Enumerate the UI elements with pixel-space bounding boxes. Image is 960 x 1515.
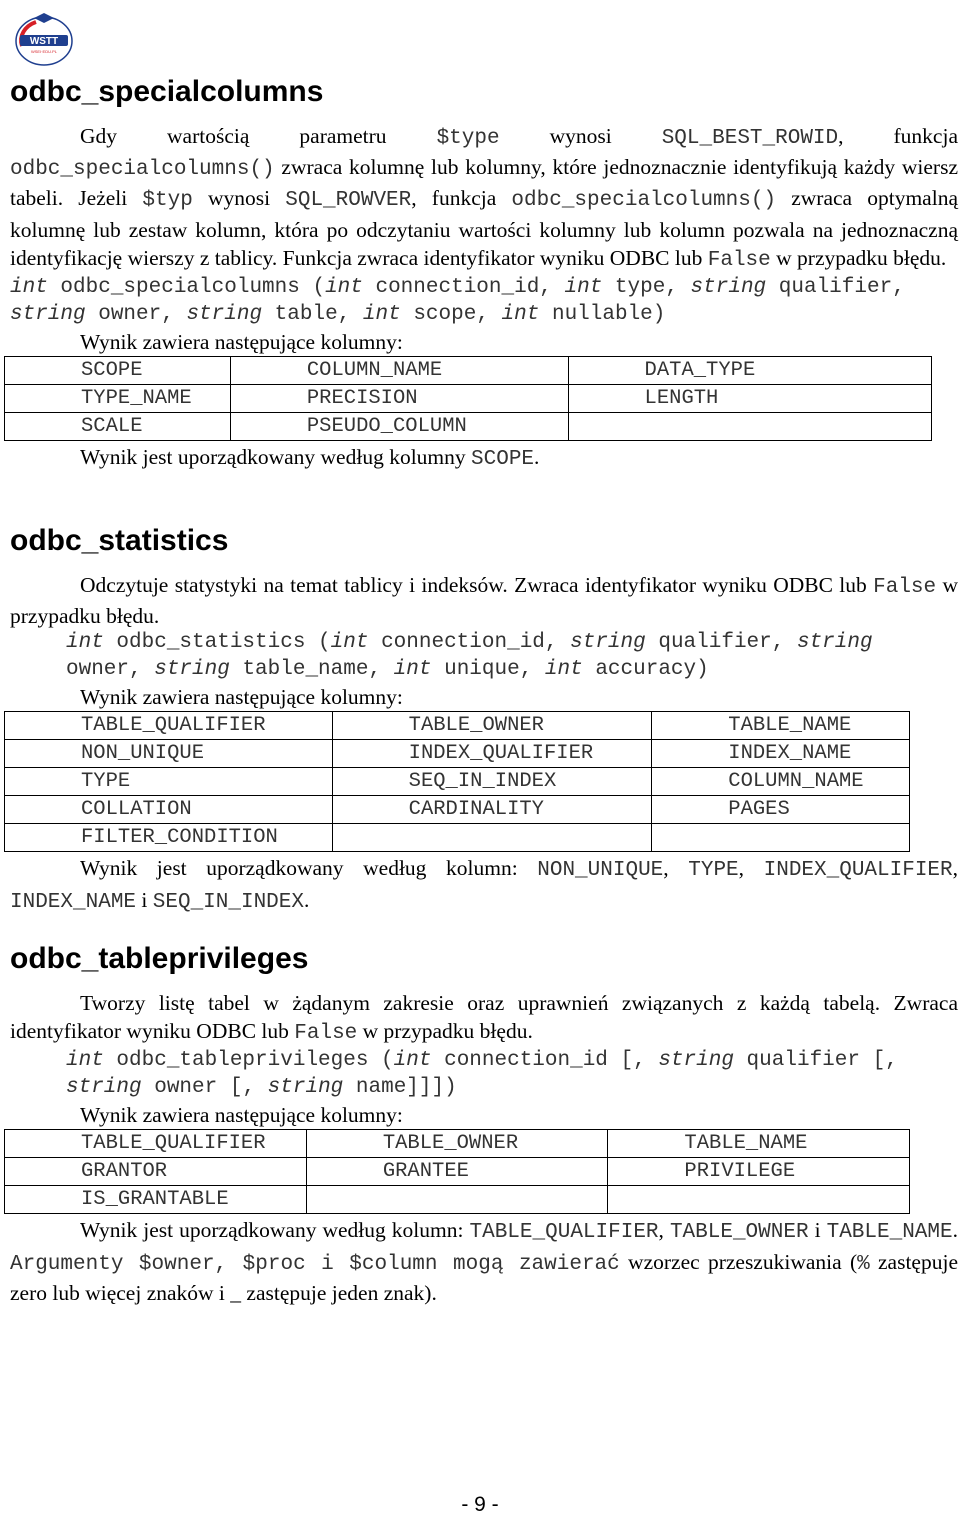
table-cell: INDEX_QUALIFIER: [332, 740, 652, 768]
logo-caption: WSEI·EDU.PL: [30, 49, 58, 54]
table-row: [5, 1130, 910, 1158]
text-run: ,: [658, 1218, 670, 1243]
table-cell: [608, 1186, 910, 1214]
text-run: wynosi: [192, 186, 286, 211]
code-run: table_name,: [229, 657, 394, 681]
text-run: Gdy wartością parametru: [80, 124, 437, 148]
code-run: Argumenty $owner, $proc i $column mogą zawierać: [10, 1252, 620, 1276]
table-cell: GRANTOR: [5, 1158, 307, 1186]
code-run: INDEX_NAME: [10, 890, 137, 914]
columns-lead: Wynik zawiera następujące kolumny:: [80, 1103, 403, 1128]
table-row: [5, 357, 932, 385]
code-run: name]]]): [343, 1075, 457, 1099]
columns-table: [4, 356, 932, 441]
table-cell: PRECISION: [230, 385, 568, 413]
table-cell: COLLATION: [5, 796, 333, 824]
table-cell: DATA_TYPE: [568, 357, 931, 385]
text-run: Odczytuje statystyki na temat tablicy i indeksów. Zwraca identyfikator wyniku ODBC lub: [80, 573, 874, 597]
text-run: .: [304, 887, 310, 912]
code-run: scope,: [400, 302, 502, 326]
code-run: odbc_specialcolumns (: [47, 276, 326, 300]
section-description: [10, 989, 958, 1048]
code-run: SQL_BEST_ROWID: [661, 127, 839, 150]
text-run: i: [136, 887, 153, 912]
table-cell: SCOPE: [5, 357, 231, 385]
type-keyword: int: [325, 276, 363, 300]
code-run: connection_id [,: [431, 1049, 659, 1073]
code-run: connection_id,: [368, 631, 571, 655]
section-description: [10, 571, 958, 630]
wstt-logo: [12, 8, 76, 68]
code-run: SCOPE: [471, 448, 535, 472]
text-run: ,: [663, 856, 689, 881]
text-run: w przypadku błędu.: [10, 573, 959, 629]
type-keyword: string: [658, 1049, 734, 1073]
type-keyword: int: [393, 1049, 432, 1073]
text-run: zastępuje zero lub więcej znaków i _ zastępuje jeden znak).: [10, 1249, 958, 1305]
table-cell: TYPE: [5, 768, 333, 796]
code-run: connection_id,: [362, 276, 565, 300]
table-cell: TYPE_NAME: [5, 385, 231, 413]
code-run: type,: [602, 276, 691, 300]
function-signature: [10, 275, 958, 328]
section-statistics: [10, 523, 958, 917]
type-keyword: int: [393, 657, 432, 681]
code-run: SEQ_IN_INDEX: [152, 890, 304, 914]
text-run: Wynik jest uporządkowany według kolumn:: [80, 856, 538, 881]
text-run: .: [952, 1218, 958, 1243]
table-cell: COLUMN_NAME: [652, 768, 910, 796]
text-run: ,: [738, 856, 764, 881]
code-run: odbc_specialcolumns(): [511, 189, 777, 213]
section-title: odbc_statistics: [10, 524, 229, 557]
section-title: odbc_tableprivileges: [10, 942, 309, 975]
table-cell: TABLE_NAME: [608, 1130, 910, 1158]
table-row: [5, 824, 910, 852]
code-run: TABLE_QUALIFIER: [469, 1221, 659, 1245]
text-run: , funkcja: [411, 186, 512, 211]
table-row: [5, 740, 910, 768]
text-run: Tworzy listę tabel w żądanym zakresie oraz uprawnień związanych z każdą tabelą. Zwraca identyfikator wyniku ODBC lub: [10, 991, 958, 1044]
code-run: qualifier,: [645, 631, 797, 655]
code-run: qualifier,: [766, 276, 905, 300]
table-row: [5, 1186, 910, 1214]
function-signature: [10, 1048, 958, 1101]
section-title: odbc_specialcolumns: [10, 75, 324, 108]
table-cell: PRIVILEGE: [608, 1158, 910, 1186]
code-run: unique,: [431, 657, 545, 681]
code-run: TYPE: [688, 859, 739, 883]
code-run: False: [873, 576, 937, 599]
type-keyword: string: [186, 302, 263, 326]
code-run: odbc_specialcolumns(): [10, 158, 275, 182]
columns-table: [4, 1129, 910, 1214]
table-cell: TABLE_QUALIFIER: [5, 1130, 307, 1158]
text-run: wynosi: [499, 124, 662, 148]
table-row: [5, 712, 910, 740]
code-run: odbc_statistics (: [103, 631, 331, 655]
table-cell: COLUMN_NAME: [230, 357, 568, 385]
columns-lead: Wynik zawiera następujące kolumny:: [80, 685, 403, 710]
text-run: zwraca optymalną kolumnę lub zestaw kolumn, która po odczytaniu wartości kolumny lub kolumn pozwala na jednoznaczną identyfikację wierszy z tablicy. Funkcja zwraca identyfikator wyniku ODBC lub: [10, 186, 958, 270]
type-keyword: int: [501, 302, 540, 326]
table-cell: INDEX_NAME: [652, 740, 910, 768]
code-run: SQL_ROWVER: [285, 189, 412, 213]
type-keyword: int: [362, 302, 401, 326]
table-row: [5, 413, 932, 441]
text-run: .: [534, 445, 540, 470]
code-run: owner [,: [141, 1075, 268, 1099]
type-keyword: int: [66, 1049, 104, 1073]
type-keyword: int: [10, 276, 48, 300]
table-cell: CARDINALITY: [332, 796, 652, 824]
text-run: , funkcja: [838, 124, 958, 148]
text-run: Wynik jest uporządkowany według kolumn:: [80, 1218, 470, 1243]
section-specialcolumns: [10, 74, 958, 474]
table-cell: PSEUDO_COLUMN: [230, 413, 568, 441]
code-run: $type: [436, 127, 500, 150]
code-run: table,: [262, 302, 363, 326]
code-run: NON_UNIQUE: [537, 859, 664, 883]
table-cell: SCALE: [5, 413, 231, 441]
table-cell: TABLE_NAME: [652, 712, 910, 740]
type-keyword: string: [690, 276, 767, 300]
code-run: False: [294, 1022, 358, 1046]
table-row: [5, 796, 910, 824]
code-run: False: [707, 248, 771, 272]
table-cell: TABLE_OWNER: [306, 1130, 608, 1158]
code-run: nullable): [539, 302, 666, 326]
table-cell: NON_UNIQUE: [5, 740, 333, 768]
type-keyword: string: [267, 1075, 344, 1099]
text-run: ,: [952, 856, 959, 881]
table-row: [5, 768, 910, 796]
table-cell: IS_GRANTABLE: [5, 1186, 307, 1214]
type-keyword: string: [796, 631, 873, 655]
table-cell: PAGES: [652, 796, 910, 824]
section-tableprivileges: [10, 941, 958, 1307]
columns-lead: Wynik zawiera następujące kolumny:: [80, 330, 403, 355]
code-run: owner,: [66, 657, 155, 681]
text-run: wzorzec przeszukiwania (: [619, 1249, 858, 1274]
table-cell: [652, 824, 910, 852]
logo-text: WSTT: [29, 36, 59, 47]
code-run: INDEX_QUALIFIER: [763, 859, 953, 883]
type-keyword: string: [154, 657, 230, 681]
type-keyword: int: [564, 276, 603, 300]
code-run: TABLE_NAME: [826, 1221, 953, 1245]
type-keyword: int: [66, 631, 104, 655]
table-cell: GRANTEE: [306, 1158, 608, 1186]
text-run: w przypadku błędu.: [770, 245, 947, 270]
table-row: [5, 1158, 910, 1186]
code-run: odbc_tableprivileges (: [103, 1049, 394, 1073]
order-note: [10, 1216, 958, 1307]
type-keyword: int: [544, 657, 583, 681]
table-row: [5, 385, 932, 413]
type-keyword: string: [570, 631, 646, 655]
section-description: [10, 122, 958, 275]
table-cell: TABLE_OWNER: [332, 712, 652, 740]
type-keyword: string: [66, 1075, 142, 1099]
code-run: qualifier [,: [733, 1049, 898, 1073]
page-number: - 9 -: [461, 1493, 499, 1515]
text-run: Wynik jest uporządkowany według kolumny: [80, 445, 472, 470]
code-run: TABLE_OWNER: [669, 1221, 809, 1245]
text-run: w przypadku błędu.: [357, 1019, 533, 1044]
table-cell: SEQ_IN_INDEX: [332, 768, 652, 796]
text-run: i: [808, 1218, 827, 1243]
order-note: [10, 443, 958, 474]
order-note: [10, 854, 958, 916]
table-cell: LENGTH: [568, 385, 931, 413]
code-run: $typ: [142, 189, 193, 213]
text-run: zwraca kolumnę lub kolumny, które jednoznacznie identyfikują każdy wiersz tabeli. Jeżeli: [10, 155, 958, 211]
type-keyword: string: [10, 302, 86, 326]
type-keyword: int: [330, 631, 369, 655]
function-signature: [10, 630, 958, 683]
table-cell: [332, 824, 652, 852]
columns-table: [4, 711, 910, 852]
table-cell: TABLE_QUALIFIER: [5, 712, 333, 740]
code-run: accuracy): [582, 657, 709, 681]
code-run: owner,: [85, 302, 187, 326]
table-cell: [568, 413, 931, 441]
code-run: %: [857, 1252, 870, 1276]
table-cell: [306, 1186, 608, 1214]
table-cell: FILTER_CONDITION: [5, 824, 333, 852]
